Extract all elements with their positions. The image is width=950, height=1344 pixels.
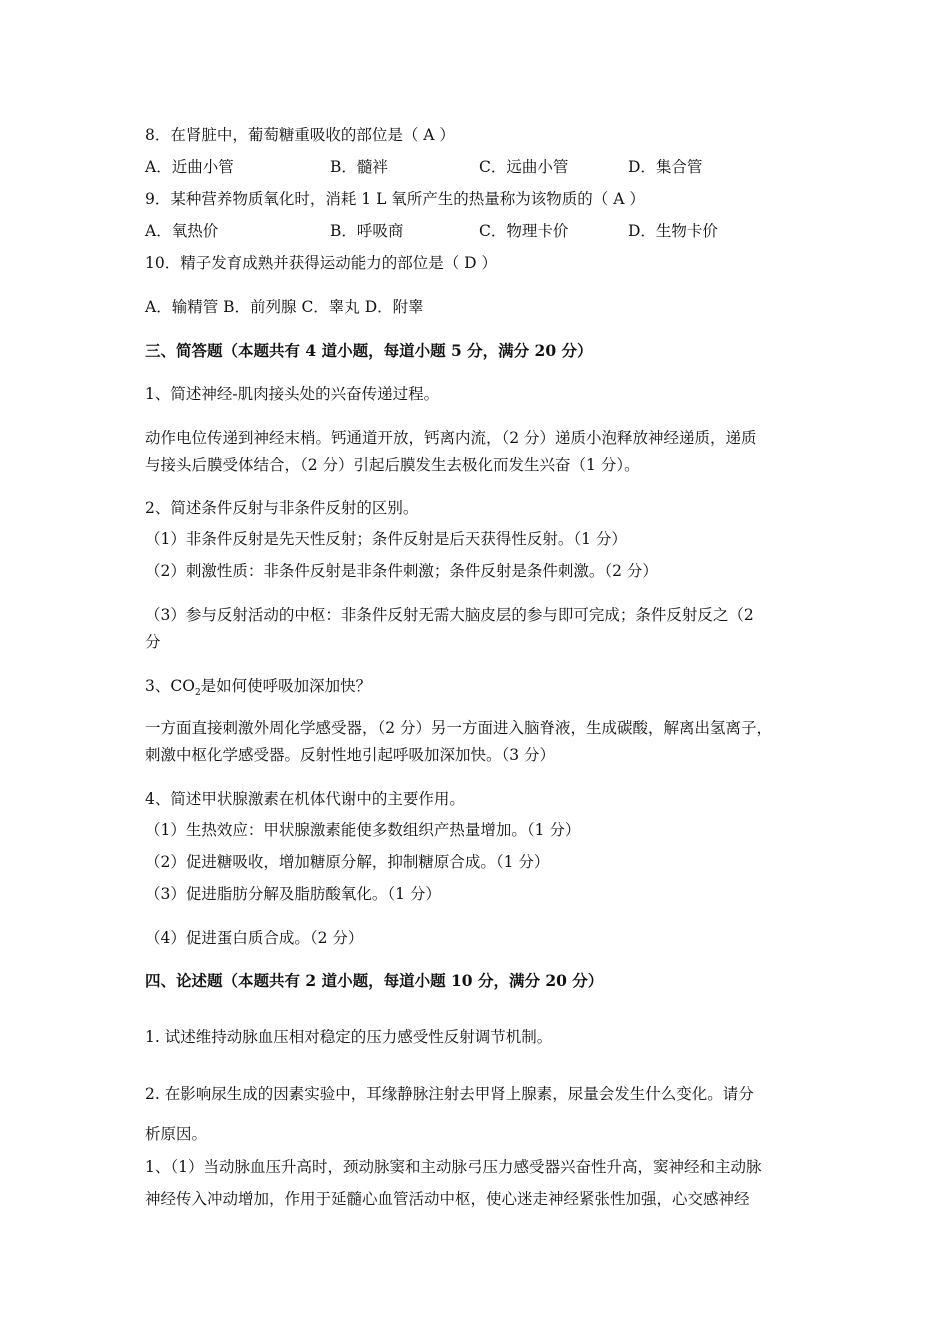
essay-a1-line2: 神经传入冲动增加，作用于延髓心血管活动中枢，使心迷走神经紧张性加强，心交感神经 bbox=[145, 1190, 750, 1208]
essay-q2-line2: 析原因。 bbox=[145, 1125, 208, 1143]
question-9-option-a: A．氧热价 bbox=[145, 222, 219, 240]
short-answer-a1-line1: 动作电位传递到神经末梢。钙通道开放，钙离内流，（2 分）递质小泡释放神经递质，递质 bbox=[145, 429, 757, 447]
question-10-options: A．输精管 B．前列腺 C．睾丸 D．附睾 bbox=[145, 298, 424, 316]
short-answer-q1: 1、简述神经-肌肉接头处的兴奋传递过程。 bbox=[145, 385, 440, 403]
short-answer-q4: 4、简述甲状腺激素在机体代谢中的主要作用。 bbox=[145, 790, 465, 808]
question-10-stem: 10．精子发育成熟并获得运动能力的部位是（ D ） bbox=[145, 254, 498, 272]
question-8-stem: 8．在肾脏中，葡萄糖重吸收的部位是（ A ） bbox=[145, 126, 455, 144]
question-9-option-c: C．物理卡价 bbox=[479, 222, 569, 240]
question-9-option-d: D．生物卡价 bbox=[628, 222, 718, 240]
section-4-heading: 四、论述题（本题共有 2 道小题，每道小题 10 分，满分 20 分） bbox=[145, 971, 604, 990]
short-answer-a3-line1: 一方面直接刺激外周化学感受器，（2 分）另一方面进入脑脊液，生成碳酸，解离出氢离子， bbox=[145, 719, 773, 737]
question-9-stem: 9．某种营养物质氧化时，消耗 1 L 氧所产生的热量称为该物质的（ A ） bbox=[145, 190, 645, 208]
short-answer-a4-line3: （3）促进脂肪分解及脂肪酸氧化。（1 分） bbox=[145, 885, 441, 903]
essay-a1-line1: 1、（1）当动脉血压升高时，颈动脉窦和主动脉弓压力感受器兴奋性升高，窦神经和主动脉 bbox=[145, 1158, 762, 1176]
question-8-option-b: B．髓袢 bbox=[330, 158, 388, 176]
short-answer-a4-line4: （4）促进蛋白质合成。（2 分） bbox=[145, 929, 364, 947]
section-3-heading: 三、简答题（本题共有 4 道小题，每道小题 5 分，满分 20 分） bbox=[145, 341, 593, 360]
short-answer-a1-line2: 与接头后膜受体结合，（2 分）引起后膜发生去极化而发生兴奋（1 分）。 bbox=[145, 456, 640, 474]
short-answer-a4-line2: （2）促进糖吸收，增加糖原分解，抑制糖原合成。（1 分） bbox=[145, 853, 550, 871]
short-answer-a2-line1: （1）非条件反射是先天性反射；条件反射是后天获得性反射。（1 分） bbox=[145, 530, 627, 548]
short-answer-a2-line3: （3）参与反射活动的中枢：非条件反射无需大脑皮层的参与即可完成；条件反射反之（2 bbox=[145, 606, 754, 624]
essay-q2-line1: 2. 在影响尿生成的因素实验中，耳缘静脉注射去甲肾上腺素，尿量会发生什么变化。请分 bbox=[145, 1085, 754, 1103]
short-answer-a2-line2: （2）刺激性质：非条件反射是非条件刺激；条件反射是条件刺激。（2 分） bbox=[145, 562, 658, 580]
short-answer-a4-line1: （1）生热效应：甲状腺激素能使多数组织产热量增加。（1 分） bbox=[145, 821, 581, 839]
short-answer-q3: 3、$CO_2$是如何使呼吸加深加快？ bbox=[145, 677, 372, 698]
short-answer-a2-line4: 分 bbox=[145, 633, 161, 651]
question-8-option-c: C．远曲小管 bbox=[479, 158, 569, 176]
question-8-option-d: D．集合管 bbox=[628, 158, 703, 176]
essay-q1: 1. 试述维持动脉血压相对稳定的压力感受性反射调节机制。 bbox=[145, 1028, 553, 1046]
short-answer-a3-line2: 刺激中枢化学感受器。反射性地引起呼吸加深加快。（3 分） bbox=[145, 746, 556, 764]
question-8-option-a: A．近曲小管 bbox=[145, 158, 234, 176]
question-9-option-b: B．呼吸商 bbox=[330, 222, 404, 240]
short-answer-q2: 2、简述条件反射与非条件反射的区别。 bbox=[145, 499, 419, 517]
